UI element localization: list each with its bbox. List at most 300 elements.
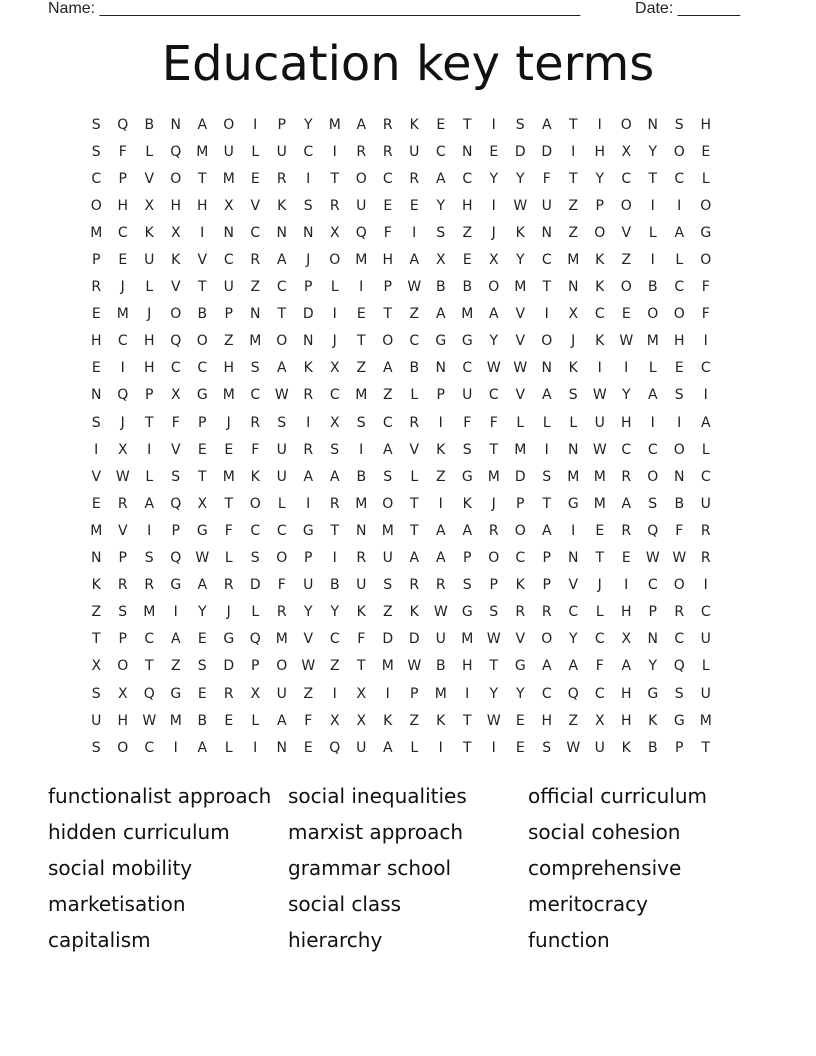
grid-letter[interactable]: L [224,550,233,567]
grid-letter[interactable]: U [382,550,393,567]
grid-letter[interactable]: E [224,441,234,458]
grid-letter[interactable]: E [197,685,207,702]
grid-letter[interactable]: T [568,116,578,133]
grid-letter[interactable]: T [91,631,101,648]
grid-letter[interactable]: E [701,143,711,160]
grid-letter[interactable]: L [648,360,657,377]
grid-letter[interactable]: P [489,577,498,594]
grid-letter[interactable]: M [699,712,712,729]
grid-letter[interactable]: C [594,306,605,323]
grid-letter[interactable]: S [515,116,525,133]
grid-letter[interactable]: T [356,658,366,675]
grid-letter[interactable]: X [621,143,632,160]
grid-letter[interactable]: S [303,197,313,214]
grid-letter[interactable]: X [329,224,340,241]
grid-letter[interactable]: I [253,116,258,133]
grid-letter[interactable]: X [329,712,340,729]
grid-letter[interactable]: F [701,279,710,296]
grid-letter[interactable]: S [91,685,101,702]
grid-letter[interactable]: H [620,414,632,431]
grid-letter[interactable]: I [597,360,602,377]
grid-letter[interactable]: X [117,685,128,702]
grid-letter[interactable]: U [594,739,605,756]
grid-letter[interactable]: U [700,495,711,512]
grid-letter[interactable]: R [488,522,499,539]
grid-letter[interactable]: R [91,279,102,296]
grid-letter[interactable]: J [306,252,311,269]
grid-letter[interactable]: B [674,495,685,512]
grid-letter[interactable]: I [147,522,152,539]
grid-letter[interactable]: F [383,224,392,241]
grid-letter[interactable]: L [330,279,339,296]
grid-letter[interactable]: I [597,116,602,133]
grid-letter[interactable]: R [700,550,711,567]
grid-letter[interactable]: F [675,522,684,539]
grid-letter[interactable]: N [541,224,552,241]
grid-letter[interactable]: P [595,197,604,214]
grid-letter[interactable]: I [359,441,364,458]
grid-letter[interactable]: W [301,658,316,675]
grid-letter[interactable]: M [222,170,235,187]
grid-letter[interactable]: C [462,170,473,187]
grid-letter[interactable]: A [409,252,420,269]
grid-letter[interactable]: S [144,550,154,567]
grid-letter[interactable]: W [592,387,607,404]
grid-letter[interactable]: H [673,333,685,350]
grid-letter[interactable]: F [251,441,260,458]
grid-letter[interactable]: G [461,468,473,485]
grid-letter[interactable]: R [409,170,420,187]
grid-letter[interactable]: C [700,604,711,621]
grid-letter[interactable]: X [91,658,102,675]
grid-letter[interactable]: C [462,360,473,377]
grid-letter[interactable]: Q [170,333,182,350]
grid-letter[interactable]: R [329,197,340,214]
grid-letter[interactable]: E [383,197,393,214]
grid-letter[interactable]: I [359,279,364,296]
grid-letter[interactable]: U [409,143,420,160]
grid-letter[interactable]: B [462,279,473,296]
grid-letter[interactable]: K [171,252,181,269]
grid-letter[interactable]: I [438,414,443,431]
grid-letter[interactable]: W [592,441,607,458]
grid-letter[interactable]: S [197,658,207,675]
grid-letter[interactable]: I [147,441,152,458]
grid-letter[interactable]: M [646,333,659,350]
grid-letter[interactable]: A [329,468,340,485]
grid-letter[interactable]: P [463,550,472,567]
grid-letter[interactable]: E [595,522,605,539]
grid-letter[interactable]: G [435,333,447,350]
grid-letter[interactable]: A [621,658,632,675]
grid-letter[interactable]: N [647,116,658,133]
grid-letter[interactable]: X [117,441,128,458]
grid-letter[interactable]: M [169,712,182,729]
grid-letter[interactable]: I [650,252,655,269]
grid-letter[interactable]: M [328,116,341,133]
grid-letter[interactable]: D [382,631,394,648]
grid-letter[interactable]: R [117,495,128,512]
grid-letter[interactable]: C [117,224,128,241]
grid-letter[interactable]: P [251,658,260,675]
grid-letter[interactable]: O [620,197,632,214]
grid-letter[interactable]: Q [117,387,129,404]
grid-letter[interactable]: O [117,739,129,756]
grid-letter[interactable]: K [595,279,605,296]
grid-letter[interactable]: E [224,712,234,729]
grid-letter[interactable]: S [171,468,181,485]
grid-letter[interactable]: J [332,333,337,350]
grid-letter[interactable]: H [117,712,129,729]
grid-letter[interactable]: Y [489,685,499,702]
grid-letter[interactable]: U [276,441,287,458]
grid-letter[interactable]: T [542,495,552,512]
grid-letter[interactable]: N [568,550,579,567]
grid-letter[interactable]: U [144,252,155,269]
grid-letter[interactable]: N [276,739,287,756]
grid-letter[interactable]: P [118,550,127,567]
grid-letter[interactable]: J [491,224,496,241]
grid-letter[interactable]: C [594,631,605,648]
grid-letter[interactable]: R [276,604,287,621]
grid-letter[interactable]: C [674,170,685,187]
grid-letter[interactable]: L [701,441,710,458]
grid-letter[interactable]: U [594,414,605,431]
grid-letter[interactable]: M [514,441,527,458]
grid-letter[interactable]: P [304,550,313,567]
grid-letter[interactable]: S [436,224,446,241]
grid-letter[interactable]: C [541,685,552,702]
grid-letter[interactable]: K [277,197,287,214]
grid-letter[interactable]: V [568,577,579,594]
grid-letter[interactable]: B [647,279,658,296]
grid-letter[interactable]: E [197,631,207,648]
grid-letter[interactable]: M [355,387,368,404]
grid-letter[interactable]: I [173,604,178,621]
grid-letter[interactable]: V [515,387,526,404]
grid-letter[interactable]: X [223,197,234,214]
grid-letter[interactable]: I [412,224,417,241]
grid-letter[interactable]: P [410,685,419,702]
grid-letter[interactable]: O [276,550,288,567]
grid-letter[interactable]: E [91,360,101,377]
grid-letter[interactable]: U [462,387,473,404]
grid-letter[interactable]: R [303,387,314,404]
grid-letter[interactable]: R [117,577,128,594]
grid-letter[interactable]: A [276,712,287,729]
grid-letter[interactable]: P [648,604,657,621]
grid-letter[interactable]: R [356,550,367,567]
grid-letter[interactable]: G [223,631,235,648]
grid-letter[interactable]: A [409,550,420,567]
grid-letter[interactable]: P [304,279,313,296]
grid-letter[interactable]: Z [303,685,314,702]
grid-letter[interactable]: W [195,550,210,567]
grid-letter[interactable]: H [461,658,473,675]
grid-letter[interactable]: Q [170,550,182,567]
grid-letter[interactable]: X [594,712,605,729]
grid-letter[interactable]: X [356,712,367,729]
grid-letter[interactable]: I [306,495,311,512]
grid-letter[interactable]: Z [223,333,234,350]
grid-letter[interactable]: I [332,550,337,567]
grid-letter[interactable]: X [170,387,181,404]
grid-letter[interactable]: U [356,197,367,214]
grid-letter[interactable]: K [568,360,578,377]
grid-letter[interactable]: Z [435,468,446,485]
grid-letter[interactable]: R [700,522,711,539]
grid-letter[interactable]: H [700,116,712,133]
grid-letter[interactable]: V [409,441,420,458]
grid-letter[interactable]: R [223,685,234,702]
grid-letter[interactable]: U [276,143,287,160]
grid-letter[interactable]: I [491,197,496,214]
grid-letter[interactable]: K [621,739,631,756]
grid-letter[interactable]: G [647,685,659,702]
grid-letter[interactable]: P [145,387,154,404]
grid-letter[interactable]: M [593,468,606,485]
grid-letter[interactable]: C [700,360,711,377]
grid-letter[interactable]: M [355,252,368,269]
grid-letter[interactable]: V [170,279,181,296]
grid-letter[interactable]: X [197,495,208,512]
grid-letter[interactable]: S [356,414,366,431]
grid-letter[interactable]: S [542,468,552,485]
grid-letter[interactable]: W [513,360,528,377]
grid-letter[interactable]: F [463,414,472,431]
grid-letter[interactable]: Z [91,604,102,621]
grid-letter[interactable]: K [595,252,605,269]
grid-letter[interactable]: M [143,604,156,621]
grid-letter[interactable]: T [144,414,154,431]
grid-letter[interactable]: Z [568,197,579,214]
grid-letter[interactable]: A [435,522,446,539]
grid-letter[interactable]: N [91,550,102,567]
grid-letter[interactable]: E [197,441,207,458]
grid-letter[interactable]: O [700,197,712,214]
grid-letter[interactable]: M [461,306,474,323]
grid-letter[interactable]: G [302,522,314,539]
grid-letter[interactable]: Z [382,387,393,404]
grid-letter[interactable]: H [620,685,632,702]
grid-letter[interactable]: O [170,170,182,187]
grid-letter[interactable]: Y [197,604,207,621]
grid-letter[interactable]: K [648,712,658,729]
grid-letter[interactable]: A [303,468,314,485]
grid-letter[interactable]: A [435,550,446,567]
grid-letter[interactable]: S [91,739,101,756]
grid-letter[interactable]: E [250,170,260,187]
grid-letter[interactable]: A [382,360,393,377]
grid-letter[interactable]: I [438,739,443,756]
grid-letter[interactable]: B [144,116,155,133]
grid-letter[interactable]: O [170,306,182,323]
grid-letter[interactable]: S [118,604,128,621]
grid-letter[interactable]: I [173,739,178,756]
grid-letter[interactable]: X [621,631,632,648]
grid-letter[interactable]: Z [568,712,579,729]
grid-letter[interactable]: O [673,577,685,594]
grid-letter[interactable]: A [197,739,208,756]
grid-letter[interactable]: R [382,143,393,160]
grid-letter[interactable]: L [516,414,525,431]
grid-letter[interactable]: S [383,468,393,485]
grid-letter[interactable]: N [462,143,473,160]
grid-letter[interactable]: L [277,495,286,512]
grid-letter[interactable]: E [409,197,419,214]
grid-letter[interactable]: W [115,468,130,485]
grid-letter[interactable]: T [462,739,472,756]
grid-letter[interactable]: H [143,360,155,377]
grid-letter[interactable]: J [226,604,231,621]
grid-letter[interactable]: L [542,414,551,431]
grid-letter[interactable]: M [567,468,580,485]
grid-letter[interactable]: F [224,522,233,539]
grid-letter[interactable]: H [117,197,129,214]
grid-letter[interactable]: I [332,685,337,702]
grid-letter[interactable]: F [304,712,313,729]
grid-letter[interactable]: K [409,604,419,621]
grid-letter[interactable]: Q [673,658,685,675]
grid-letter[interactable]: Y [515,252,525,269]
grid-letter[interactable]: Z [568,224,579,241]
grid-letter[interactable]: A [568,658,579,675]
grid-letter[interactable]: L [224,739,233,756]
grid-letter[interactable]: X [170,224,181,241]
grid-letter[interactable]: O [90,197,102,214]
grid-letter[interactable]: T [277,306,287,323]
grid-letter[interactable]: O [673,143,685,160]
grid-letter[interactable]: S [91,143,101,160]
grid-letter[interactable]: B [197,712,208,729]
grid-letter[interactable]: C [621,441,632,458]
grid-letter[interactable]: P [383,279,392,296]
grid-letter[interactable]: Y [330,604,340,621]
grid-letter[interactable]: A [541,522,552,539]
grid-letter[interactable]: O [673,306,685,323]
grid-letter[interactable]: Z [409,306,420,323]
grid-letter[interactable]: E [303,739,313,756]
grid-letter[interactable]: E [91,495,101,512]
grid-letter[interactable]: X [568,306,579,323]
grid-letter[interactable]: I [200,224,205,241]
grid-letter[interactable]: Y [648,143,658,160]
grid-letter[interactable]: G [700,224,712,241]
grid-letter[interactable]: R [144,577,155,594]
grid-letter[interactable]: U [303,577,314,594]
grid-letter[interactable]: T [568,170,578,187]
grid-letter[interactable]: I [677,197,682,214]
grid-letter[interactable]: X [329,414,340,431]
grid-letter[interactable]: P [436,387,445,404]
grid-letter[interactable]: M [275,631,288,648]
grid-letter[interactable]: T [701,739,711,756]
grid-letter[interactable]: D [302,306,314,323]
grid-letter[interactable]: X [144,197,155,214]
grid-letter[interactable]: Z [250,279,261,296]
grid-letter[interactable]: I [703,387,708,404]
grid-letter[interactable]: I [94,441,99,458]
grid-letter[interactable]: M [90,224,103,241]
grid-letter[interactable]: G [170,685,182,702]
grid-letter[interactable]: C [488,387,499,404]
grid-letter[interactable]: N [303,224,314,241]
grid-letter[interactable]: P [675,739,684,756]
grid-letter[interactable]: L [675,252,684,269]
grid-letter[interactable]: M [355,495,368,512]
grid-letter[interactable]: S [489,604,499,621]
grid-letter[interactable]: R [674,604,685,621]
grid-letter[interactable]: T [489,658,499,675]
grid-letter[interactable]: A [144,495,155,512]
grid-letter[interactable]: O [541,631,553,648]
grid-letter[interactable]: B [435,658,446,675]
grid-letter[interactable]: M [222,387,235,404]
grid-letter[interactable]: O [488,550,500,567]
grid-letter[interactable]: W [433,604,448,621]
grid-letter[interactable]: V [515,306,526,323]
grid-letter[interactable]: K [436,712,446,729]
grid-letter[interactable]: L [701,658,710,675]
grid-letter[interactable]: Y [568,631,578,648]
grid-letter[interactable]: A [382,739,393,756]
grid-letter[interactable]: E [462,252,472,269]
grid-letter[interactable]: E [515,712,525,729]
grid-letter[interactable]: C [594,685,605,702]
grid-letter[interactable]: A [356,116,367,133]
grid-letter[interactable]: J [491,495,496,512]
grid-letter[interactable]: N [356,522,367,539]
grid-letter[interactable]: R [621,468,632,485]
grid-letter[interactable]: S [568,387,578,404]
grid-letter[interactable]: J [120,279,125,296]
grid-letter[interactable]: C [435,143,446,160]
grid-letter[interactable]: I [465,685,470,702]
grid-letter[interactable]: E [118,252,128,269]
grid-letter[interactable]: C [144,631,155,648]
grid-letter[interactable]: I [491,739,496,756]
grid-letter[interactable]: D [514,468,526,485]
grid-letter[interactable]: K [462,495,472,512]
grid-letter[interactable]: K [383,712,393,729]
grid-letter[interactable]: O [647,306,659,323]
grid-letter[interactable]: I [438,495,443,512]
grid-letter[interactable]: R [435,577,446,594]
grid-letter[interactable]: O [329,252,341,269]
grid-letter[interactable]: F [701,306,710,323]
grid-letter[interactable]: H [143,333,155,350]
grid-letter[interactable]: C [515,550,526,567]
grid-letter[interactable]: W [672,550,687,567]
grid-letter[interactable]: A [674,224,685,241]
grid-letter[interactable]: T [330,170,340,187]
grid-letter[interactable]: Q [329,739,341,756]
grid-letter[interactable]: C [223,252,234,269]
grid-letter[interactable]: G [514,658,526,675]
grid-letter[interactable]: L [410,387,419,404]
grid-letter[interactable]: M [514,279,527,296]
grid-letter[interactable]: R [382,116,393,133]
grid-letter[interactable]: H [382,252,394,269]
grid-letter[interactable]: V [303,631,314,648]
grid-letter[interactable]: R [250,414,261,431]
grid-letter[interactable]: C [329,631,340,648]
grid-letter[interactable]: B [356,468,367,485]
grid-letter[interactable]: C [382,170,393,187]
grid-letter[interactable]: K [303,360,313,377]
grid-letter[interactable]: C [197,360,208,377]
grid-letter[interactable]: K [515,224,525,241]
